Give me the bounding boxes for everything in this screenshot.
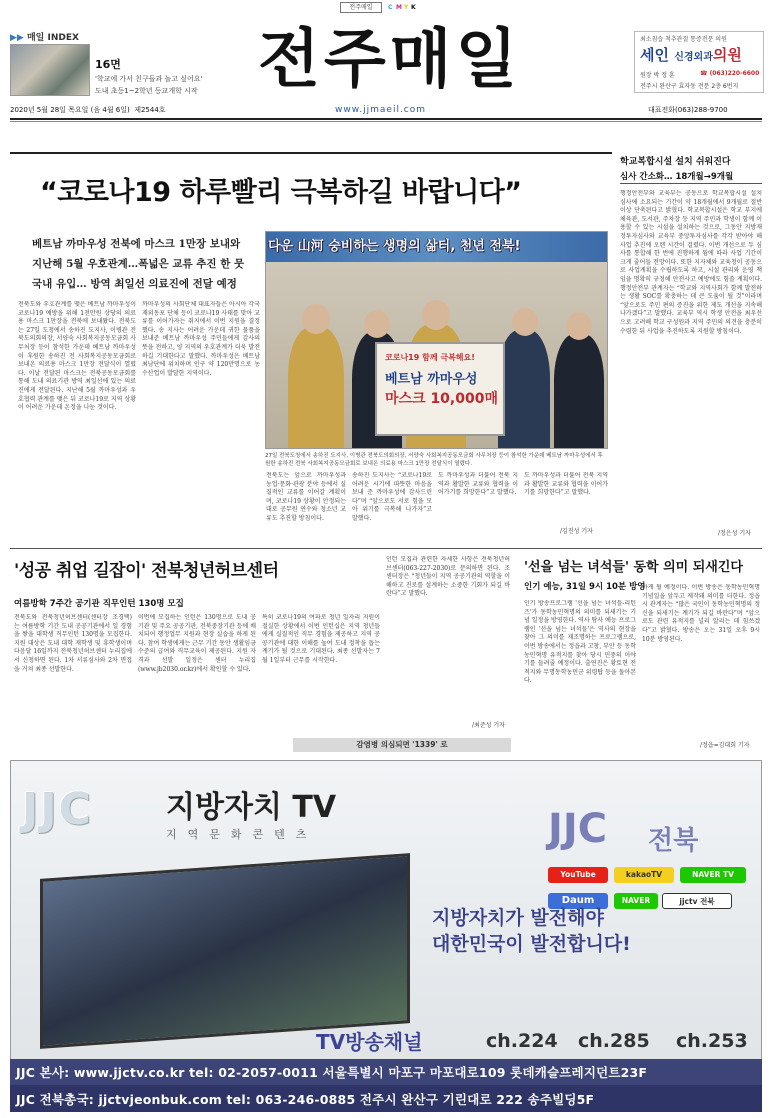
jobs-column-2-text: 이번에 모집하는 인턴은 130명으로 도내 공기관 및 주요 공공기관, 전북중장기관 등에 배치되어 행정업무 지원과 현장 실습을 하게 된다. 참여 학생에게는 근무 기간 동안 생활임금 수준의 급여와 직무교육이 제공된다. 지원 자격과 선발 일정은 센터 누리집(www.jb2030.or.kr)에서 확인할 수 있다. xyxy=(138,614,256,673)
tv-column-2 xyxy=(642,584,760,740)
cmyk-y: Y xyxy=(404,4,409,11)
tv-byline: /정읍=김대희 기자 xyxy=(700,742,750,749)
jobs-column-1 xyxy=(14,614,132,754)
date-line xyxy=(10,105,166,115)
jobs-column-3-text: 특히 코로나19의 여파로 청년 일자리 지원이 절실한 상황에서 이번 인턴십은 지역 청년들에게 실질적인 직무 경험을 제공하고 지역 공공기관에 대한 이해를 높여 도내 정착을 돕는 계기가 될 것으로 기대된다. 최종 선발자는 7월 1일부터 근무를 시작한다. xyxy=(262,614,380,664)
tv-column-1 xyxy=(524,600,636,754)
channel-285: ch.285 xyxy=(578,1030,650,1052)
lead-column-5 xyxy=(438,472,518,540)
photo-caption: 27일 전북도청에서 송하진 도지사, 이병관 전북도의회의장, 서양숙 사회복지공동모금회 사무처장 등이 참석한 가운데 베트남 까마우성에서 후원한 송하진 전북 사회복지공동모금회로 보내온 의료용 마스크 1만장 전달식이 열렸다. xyxy=(265,453,603,467)
sign-line-3: 마스크 10,000매 xyxy=(385,391,498,407)
lead-byline: /김진성 기자 xyxy=(560,528,593,535)
lead-subhead-2: 지난해 5월 우호관계…폭넓은 교류 추진 한 뭇 xyxy=(32,258,245,270)
jobs-column-1-text: 전북도와 전북청년허브센터(센터장 조경택)는 여름방학 기간 도내 공공기관에서 일 경험을 쌓을 대학생 직무인턴 130명을 모집한다. 지원 대상은 도내 대학 재학생 및 휴학생이며 다음달 16일까지 전북청년허브센터 누리집에서 신청하면 된다. 1차 서류심사와 2차 면접을 거쳐 최종 선발한다. xyxy=(14,614,132,673)
index-line-2: 도내 초등1~2학년 등교개학 시작 xyxy=(95,87,198,95)
right-article-body xyxy=(620,190,762,530)
lead-column-2 xyxy=(142,301,260,541)
index-label xyxy=(10,30,79,43)
cmyk-k: K xyxy=(411,4,416,11)
jjc-logo-large: JJC xyxy=(22,784,94,835)
index-label-text: 매일 INDEX xyxy=(26,33,79,43)
clinic-name-small: 신경외과 xyxy=(674,52,713,63)
jobs-column-2 xyxy=(138,614,256,754)
section-rule xyxy=(10,548,762,549)
right-article-byline: /정은성 기자 xyxy=(718,530,751,537)
jobs-column-4-text: 인턴 모집과 관련한 자세한 사항은 전북청년허브센터(063-227-2030)로 문의하면 된다. 조 센터장은 “청년들이 지역 공공기관의 역할을 이해하고 진로를 설계하는 소중한 기회가 되길 바란다”고 말했다. xyxy=(386,556,510,598)
jobs-column-4 xyxy=(386,556,510,722)
right-article-subhead: 심사 간소화… 18개월→9개월 xyxy=(620,172,734,182)
clinic-address: 전주시 완산구 효자동 전문 2층 6번지 xyxy=(640,83,739,90)
issue-number: 제2544호 xyxy=(134,106,166,114)
jjc-jeonbuk-label: 전북 xyxy=(648,826,699,856)
top-edition-box: 전주매일 xyxy=(340,2,382,13)
daum-logo: Daum xyxy=(548,893,608,909)
double-arrow-icon: ▶▶ xyxy=(10,33,24,43)
cmyk-m: M xyxy=(396,4,402,11)
lead-column-1 xyxy=(18,301,136,541)
covid-hotline-box: 감염병 의심되면 '1339' 로 xyxy=(293,738,511,752)
issue-date: 2020년 5월 28일 목요일 (음 4월 6일) xyxy=(10,106,130,114)
channel-253: ch.253 xyxy=(676,1030,748,1052)
tv-article-headline: '선을 넘는 녀석들' 동학 의미 되새긴다 xyxy=(524,560,743,575)
jjc-ad-subtitle: 지역문화콘텐츠 xyxy=(166,828,318,841)
right-article-body-text: 행정안전부와 교육부는 공동으로 학교복합시설 설치 심사에 소요되는 기간이 약 18개월에서 9개월로 절반 이상 단축된다고 밝혔다. 학교복합시설은 학교 부지에 체육관, 도서관, 주차장 등 지역 주민과 학생이 함께 이용할 수 있는 시설을 설치하는 것으로, 그동안 지방재정투자심사와 교육부 중앙투자심사를 각각 받아야 해 사업 추진에 오랜 시간이 걸렸다. 이번 개선으로 두 심사를 통합해 한 번에 진행하게 됨에 따라 사업 기간이 크게 줄어들 전망이다. 또한 지자체와 교육청이 공동으로 사업계획을 수립하도록 하고, 시설 관리와 운영 책임을 명확히 규정해 안전사고 예방에도 힘쓸 계획이다. 행정안전부 관계자는 “학교와 지역사회가 함께 발전하는 생활 SOC를 확충하는 데 큰 도움이 될 것”이라며 “앞으로도 주민 편의 증진을 위한 제도 개선을 지속해 나가겠다”고 말했다. 교육부 역시 학생 안전을 최우선으로 고려해 학교 구성원과 지역 주민의 의견을 충분히 수렴한 뒤 사업을 추진하도록 지원할 방침이다. xyxy=(620,190,762,335)
lead-column-5-text: 도 까마우성과 더불어 전북 지역과 활발한 교류와 협력을 이어가기를 희망한다”고 말했다. xyxy=(438,472,518,497)
right-article-headline: 학교복합시설 설치 쉬워진다 xyxy=(620,157,731,167)
jjc-ad-title: 지방자치 TV xyxy=(166,790,337,825)
jobs-article-subhead: 여름방학 7주간 공기관 직무인턴 130명 모집 xyxy=(14,599,184,609)
ad-slogan-1: 지방자치가 발전해야 xyxy=(432,907,604,929)
lead-column-6-text: 도 까마우성과 더불어 전북 지역과 활발한 교류와 협력을 이어가기를 희망한다”고 말했다. xyxy=(524,472,608,497)
hq-contact-text: JJC 본사: www.jjctv.co.kr tel: 02-2057-0011 서울특별시 마포구 마포대로109 롯데캐슬프레지던트23F xyxy=(16,1065,648,1080)
clinic-name-blue: 세인 xyxy=(640,46,669,64)
right-article-rule xyxy=(620,183,762,184)
ad-tv-screens xyxy=(40,853,410,1049)
index-page: 16면 xyxy=(95,58,121,71)
jjctv-jeonbuk-logo: jjctv 전북 xyxy=(662,893,732,909)
lead-column-4-text: 송하진 도지사는 “코로나19로 어려운 시기에 따뜻한 마음을 보내 준 까마우성에 감사드린다”며 “앞으로도 서로 힘을 모아 위기를 극복해 나가자”고 말했다. xyxy=(352,472,432,522)
masthead: 전주매일 xyxy=(258,23,522,97)
tv-column-2-text: 하게 될 예정이다. 이번 방송은 동학농민혁명 기념일을 앞두고 제작돼 의미를 더한다. 정읍시 관계자는 “많은 국민이 동학농민혁명의 정신을 되새기는 계기가 되길 바란다”며 “앞으로도 관련 유적지를 널리 알리는 데 힘쓰겠다”고 밝혔다. 방송은 오는 31일 오후 9시 10분 방영된다. xyxy=(642,584,760,643)
ad-slogan-2: 대한민국이 발전합니다! xyxy=(432,933,631,955)
clinic-ad-name xyxy=(640,44,742,65)
clinic-ad-tagline: 최소침습 척추관절 통증전문 의원 xyxy=(640,36,727,43)
clinic-tel: ☎ (063)220-6600 xyxy=(700,70,760,77)
naver-logo: NAVER xyxy=(614,893,658,909)
header-rule xyxy=(10,118,762,120)
lead-subhead-3: 국내 유입… 방역 최일선 의료진에 전달 예정 xyxy=(32,278,237,290)
sign-line-1: 코로나19 함께 극복해요! xyxy=(385,353,475,362)
jobs-article-headline: '성공 취업 길잡이' 전북청년허브센터 xyxy=(14,561,279,581)
tv-column-1-text: 인기 방송프로그램 '선을 넘는 녀석들-리턴즈'가 동학농민혁명의 의미를 되새기는 기념 일정을 방영한다. 역사 탐사 예능 프로그램인 '선을 넘는 녀석들'은 역사의 현장을 찾아 그 의미를 재조명하는 프로그램으로, 이번 방송에서는 정읍과 고창, 부안 등 동학농민혁명 유적지를 찾아 당시 민중의 이야기를 들려줄 예정이다. 출연진은 황토현 전적지와 무명동학농민군 위령탑 등을 돌아본다. xyxy=(524,600,636,685)
youtube-logo: YouTube xyxy=(548,867,608,883)
lead-column-3-text: 전북도는 앞으로 까마우성과 농업·문화·관광 분야 등에서 실질적인 교류를 이어갈 계획이며, 코로나19 상황이 안정되는 대로 공무원 연수와 청소년 교류도 추진할 방침이다. xyxy=(266,472,346,522)
clinic-doctor: 원장 박 정 훈 xyxy=(640,72,675,79)
index-photo xyxy=(10,44,90,96)
jobs-column-3 xyxy=(262,614,380,732)
lead-headline: “코로나19 하루빨리 극복하길 바랍니다” xyxy=(40,177,522,208)
clinic-name-red: 의원 xyxy=(712,46,742,64)
branch-contact-text: JJC 전북총국: jjctvjeonbuk.com tel: 063-246-0885 전주시 완산구 기린대로 222 송주빌딩5F xyxy=(16,1092,595,1107)
navertv-logo: NAVER TV xyxy=(680,867,746,883)
site-url[interactable]: www.jjmaeil.com xyxy=(335,105,427,115)
lead-subhead-1: 베트남 까마우성 전북에 마스크 1만장 보내와 xyxy=(32,238,241,250)
lead-column-1-text: 전북도와 우호관계를 맺은 베트남 까마우성이 코로나19 예방을 위해 1천만원 상당의 의료용 마스크 1만장을 전북에 보내왔다. 전북도는 27일 도청에서 송하진 도지사, 이병관 전북도의회의장, 서양숙 사회복지공동모금회 사무처장 등이 참석한 가운데 베트남 까마우성이 후원한 송하진 전 사회복지공동모금회로 보내온 의료용 마스크 1만장 전달식이 열렸다. 이날 전달된 마스크는 전북공동모금회를 통해 도내 의료기관 방역 최일선에 있는 의료진에게 전달된다. 지난해 5월 까마우성과 우호협력 관계를 맺은 뒤 코로나19로 지역 상황이 어려운 가운데 온정을 나눈 것이다. xyxy=(18,301,136,412)
header-rule-thin xyxy=(10,121,762,122)
jjc-jeonbuk-logo: JJC xyxy=(548,806,608,852)
lead-column-2-text: 까마우성의 사회단체 대표자들은 아시아 각국 재외동포 단체 등이 코로나19 사태를 맞아 교류를 이어가자는 취지에서 이번 지원을 결정했다. 송 지사는 어려운 가운데 귀한 물품을 보내준 베트남 까마우성 주민들에게 감사의 뜻을 전하고, 양 지역의 우호관계가 더욱 발전하길 기대한다고 말했다. 까마우성은 베트남 최남단에 위치하며 인구 약 120만명으로 농수산업이 발달한 지역이다. xyxy=(142,301,260,377)
sign-line-2: 베트남 까마우성 xyxy=(385,372,478,387)
lead-column-3 xyxy=(266,472,346,540)
kakaotv-logo: kakaoTV xyxy=(614,867,674,883)
cmyk-c: C xyxy=(388,4,393,11)
lead-column-4 xyxy=(352,472,432,540)
representative-phone: 대표전화(063)288-9700 xyxy=(648,106,728,114)
tv-article-subhead: 인기 예능, 31일 9시 10분 방영 xyxy=(524,582,646,592)
tv-channel-label: TV방송채널 xyxy=(316,1030,423,1054)
channel-224: ch.224 xyxy=(486,1030,558,1052)
jobs-byline: /최준성 기자 xyxy=(472,722,505,729)
photo-banner-text: 다운 山河 숭비하는 생명의 삶터, 천년 전북! xyxy=(268,239,521,254)
index-line-1: '학교에 가서 친구들과 놀고 싶어요' xyxy=(95,75,203,83)
